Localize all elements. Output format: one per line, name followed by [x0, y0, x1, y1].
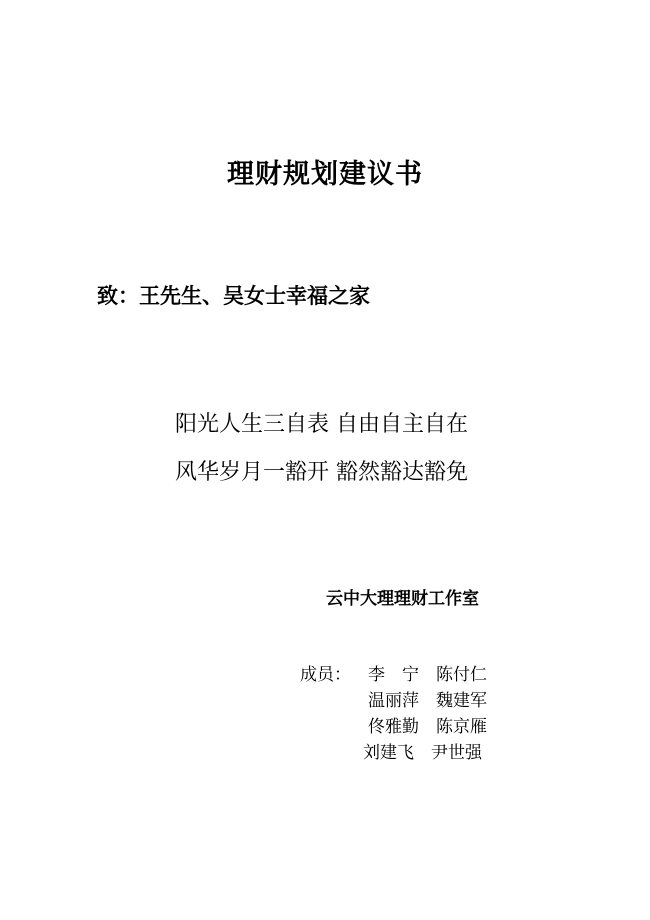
- document-title: 理财规划建议书: [227, 159, 423, 190]
- member-row-2: 温丽萍 魏建军: [368, 691, 487, 711]
- studio-name: 云中大理理财工作室: [326, 589, 479, 609]
- member-row-4: 刘建飞 尹世强: [363, 743, 482, 763]
- poem-line-1: 阳光人生三自表 自由自主自在: [175, 412, 468, 437]
- poem-line-2: 风华岁月一豁开 豁然豁达豁免: [175, 460, 468, 485]
- member-row-3: 佟雅勤 陈京雁: [368, 717, 487, 737]
- members-label: 成员：: [300, 665, 351, 685]
- recipient-line: 致：王先生、吴女士幸福之家: [97, 284, 370, 308]
- member-row-1: 李 宁 陈付仁: [368, 665, 487, 685]
